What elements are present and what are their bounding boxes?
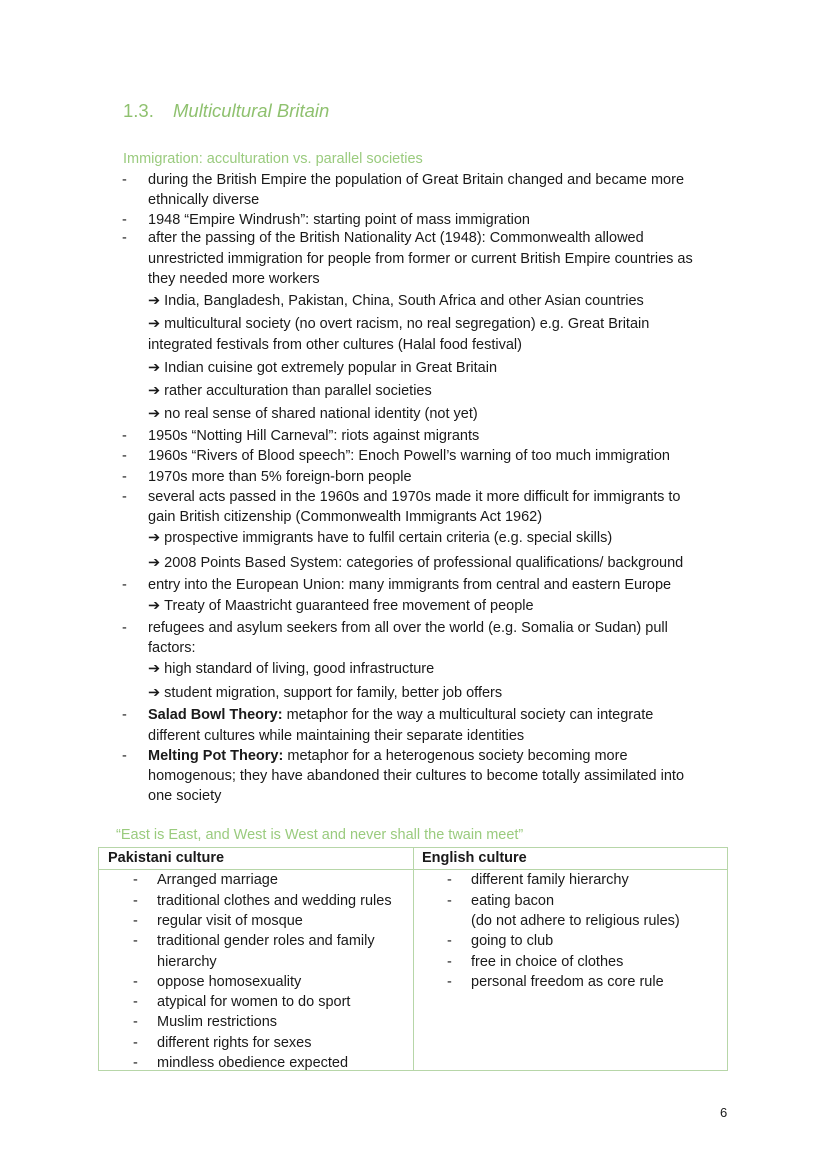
quote-heading: “East is East, and West is West and never shall the twain meet” [116, 827, 524, 843]
cell-item: hierarchy [157, 954, 217, 970]
list-line: factors: [148, 640, 196, 656]
cell-dash: - [447, 893, 452, 909]
section-title [123, 100, 329, 122]
list-line: ethnically diverse [148, 192, 260, 208]
header-english-culture: English culture [422, 850, 527, 866]
arrow-icon: ➔ [148, 530, 161, 546]
page-number: 6 [720, 1105, 728, 1120]
arrow-line-text: student migration, support for family, better job offers [164, 685, 503, 701]
cell-dash: - [133, 974, 138, 990]
list-line: 1970s more than 5% foreign-born people [148, 469, 412, 485]
arrow-icon: ➔ [148, 406, 161, 422]
bullet-dash: - [122, 428, 127, 444]
cell-item: Arranged marriage [157, 872, 278, 888]
list-line: several acts passed in the 1960s and 1970s made it more difficult for immigrants to [148, 489, 681, 505]
bullet-dash: - [122, 577, 127, 593]
cell-item: eating bacon [471, 893, 555, 909]
arrow-icon: ➔ [148, 383, 161, 399]
list-line: during the British Empire the population of Great Britain changed and became more [148, 172, 685, 188]
arrow-line-text: India, Bangladesh, Pakistan, China, South Africa and other Asian countries [164, 293, 644, 309]
cell-dash: - [133, 1055, 138, 1071]
term-definition: metaphor for the way a multicultural society can integrate [282, 707, 654, 723]
cell-dash: - [133, 893, 138, 909]
term-melting-pot: Melting Pot Theory: [148, 748, 284, 764]
bullet-dash: - [122, 620, 127, 636]
section-name: Multicultural Britain [173, 100, 330, 121]
cell-item: different family hierarchy [471, 872, 629, 888]
bullet-dash: - [122, 448, 127, 464]
cell-dash: - [133, 1035, 138, 1051]
arrow-icon: ➔ [148, 555, 161, 571]
cell-item: personal freedom as core rule [471, 974, 664, 990]
arrow-line-text: no real sense of shared national identity (not yet) [164, 406, 478, 422]
cell-dash: - [133, 933, 138, 949]
list-line: entry into the European Union: many immigrants from central and eastern Europe [148, 577, 672, 593]
bullet-dash: - [122, 748, 127, 764]
cell-item: traditional clothes and wedding rules [157, 893, 392, 909]
term-salad-bowl: Salad Bowl Theory: [148, 707, 283, 723]
list-line: 1950s “Notting Hill Carneval”: riots against migrants [148, 428, 480, 444]
cell-item: mindless obedience expected [157, 1055, 349, 1071]
cell-dash: - [133, 913, 138, 929]
cell-item: different rights for sexes [157, 1035, 312, 1051]
cell-dash: - [447, 872, 452, 888]
header-pakistani-culture: Pakistani culture [108, 850, 225, 866]
header-divider [99, 869, 727, 870]
arrow-line-text: multicultural society (no overt racism, no real segregation) e.g. Great Britain [164, 316, 650, 332]
arrow-line [148, 530, 612, 547]
cell-item: oppose homosexuality [157, 974, 302, 990]
arrow-line-text: high standard of living, good infrastructure [164, 661, 435, 677]
arrow-icon: ➔ [148, 360, 161, 376]
arrow-line-text: rather acculturation than parallel societies [164, 383, 432, 399]
arrow-line [148, 406, 478, 423]
arrow-line-text: 2008 Points Based System: categories of professional qualifications/ background [164, 555, 684, 571]
term-definition: metaphor for a heterogenous society becoming more [283, 748, 628, 764]
list-line: gain British citizenship (Commonwealth Immigrants Act 1962) [148, 509, 543, 525]
cell-dash: - [447, 954, 452, 970]
arrow-icon: ➔ [148, 685, 161, 701]
bullet-dash: - [122, 172, 127, 188]
arrow-line [148, 661, 434, 678]
cell-item: free in choice of clothes [471, 954, 624, 970]
column-divider [413, 848, 414, 1070]
arrow-line [148, 598, 534, 615]
arrow-line-text: prospective immigrants have to fulfil certain criteria (e.g. special skills) [164, 530, 613, 546]
cell-dash: - [133, 872, 138, 888]
bullet-dash: - [122, 469, 127, 485]
cell-item: regular visit of mosque [157, 913, 303, 929]
arrow-line [148, 685, 502, 702]
list-line: integrated festivals from other cultures (Halal food festival) [148, 337, 522, 353]
arrow-line [148, 383, 432, 400]
cell-dash: - [133, 994, 138, 1010]
list-line: after the passing of the British Nationality Act (1948): Commonwealth allowed [148, 230, 644, 246]
bullet-dash: - [122, 212, 127, 228]
arrow-line [148, 555, 683, 572]
cell-item: traditional gender roles and family [157, 933, 375, 949]
arrow-icon: ➔ [148, 293, 161, 309]
cell-dash: - [447, 974, 452, 990]
subheading: Immigration: acculturation vs. parallel societies [123, 151, 423, 167]
arrow-icon: ➔ [148, 598, 161, 614]
list-line: one society [148, 788, 222, 804]
comparison-table [98, 847, 728, 1071]
cell-dash: - [133, 1014, 138, 1030]
list-line: they needed more workers [148, 271, 320, 287]
cell-item: Muslim restrictions [157, 1014, 278, 1030]
arrow-icon: ➔ [148, 316, 161, 332]
bullet-dash: - [122, 230, 127, 246]
arrow-icon: ➔ [148, 661, 161, 677]
list-line: 1960s “Rivers of Blood speech”: Enoch Powell’s warning of too much immigration [148, 448, 670, 464]
arrow-line [148, 360, 497, 377]
arrow-line [148, 293, 644, 310]
arrow-line [148, 316, 649, 333]
list-line [148, 748, 628, 765]
cell-item: atypical for women to do sport [157, 994, 351, 1010]
list-line: different cultures while maintaining their separate identities [148, 728, 525, 744]
cell-item: (do not adhere to religious rules) [471, 913, 680, 929]
cell-dash: - [447, 933, 452, 949]
list-line: refugees and asylum seekers from all over the world (e.g. Somalia or Sudan) pull [148, 620, 668, 636]
list-line: homogenous; they have abandoned their cultures to become totally assimilated into [148, 768, 685, 784]
list-line: 1948 “Empire Windrush”: starting point of mass immigration [148, 212, 530, 228]
list-line [148, 707, 653, 724]
arrow-line-text: Treaty of Maastricht guaranteed free movement of people [164, 598, 534, 614]
list-line: unrestricted immigration for people from former or current British Empire countries as [148, 251, 693, 267]
bullet-dash: - [122, 707, 127, 723]
cell-item: going to club [471, 933, 554, 949]
section-number: 1.3. [123, 100, 154, 121]
arrow-line-text: Indian cuisine got extremely popular in Great Britain [164, 360, 498, 376]
bullet-dash: - [122, 489, 127, 505]
